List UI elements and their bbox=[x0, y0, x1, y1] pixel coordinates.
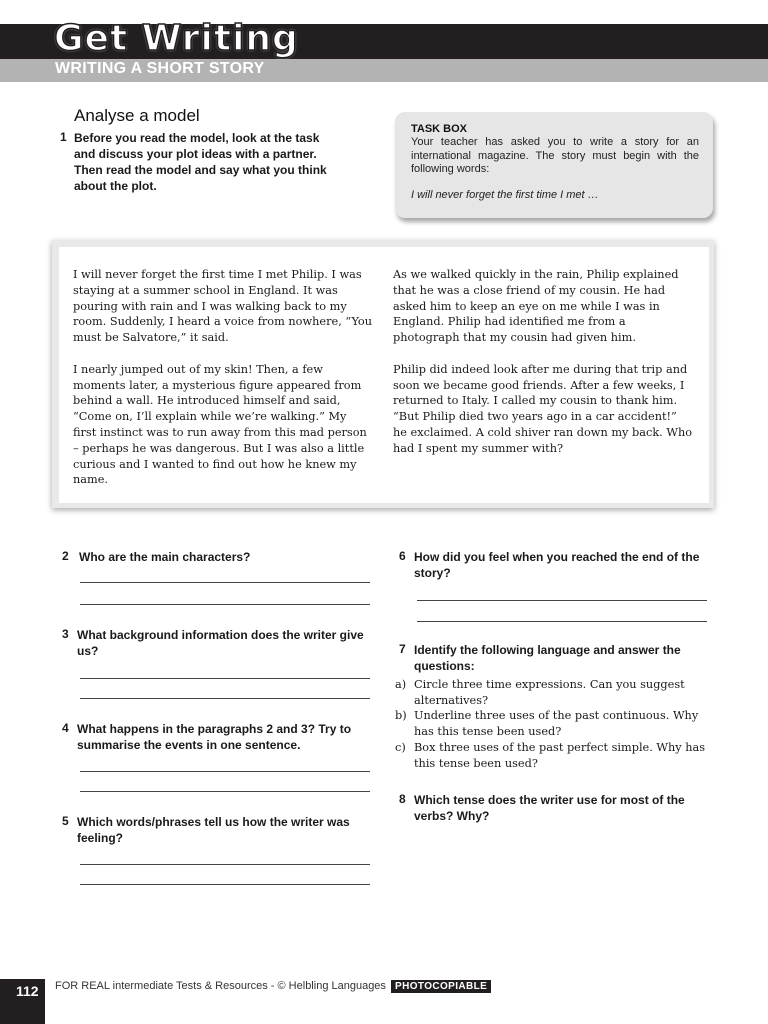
question-7a-text: Circle three time expressions. Can you suggest alternatives? bbox=[414, 678, 685, 707]
photocopiable-badge: PHOTOCOPIABLE bbox=[391, 980, 491, 993]
page-subtitle: WRITING A SHORT STORY bbox=[55, 60, 265, 77]
answer-line[interactable] bbox=[80, 698, 370, 699]
question-7-number: 7 bbox=[399, 642, 406, 656]
question-6-text: How did you feel when you reached the end of the story? bbox=[414, 550, 700, 580]
answer-line[interactable] bbox=[417, 621, 707, 622]
question-7b-label: b) bbox=[395, 709, 407, 722]
question-5-text: Which words/phrases tell us how the writer was feeling? bbox=[77, 815, 350, 845]
task-box bbox=[395, 112, 713, 218]
story-panel bbox=[59, 247, 709, 503]
answer-line[interactable] bbox=[80, 604, 370, 605]
question-4-number: 4 bbox=[62, 721, 69, 735]
question-7b-text: Underline three uses of the past continuous. Why has this tense been used? bbox=[414, 709, 699, 738]
question-8-text: Which tense does the writer use for most of the verbs? Why? bbox=[414, 793, 685, 823]
question-3-number: 3 bbox=[62, 627, 69, 641]
question-6-number: 6 bbox=[399, 549, 406, 563]
question-8-number: 8 bbox=[399, 792, 406, 806]
answer-line[interactable] bbox=[417, 600, 707, 601]
question-7c-text: Box three uses of the past perfect simple. Why has this tense been used? bbox=[414, 741, 706, 770]
answer-line[interactable] bbox=[80, 791, 370, 792]
task-box-title: TASK BOX bbox=[411, 123, 468, 135]
story-column-left bbox=[73, 267, 373, 504]
story-paragraph-2: I nearly jumped out of my skin! Then, a few moments later, a mysterious figure appeared from behind a wall. He introduced himself and said, “Come on, I’ll explain while we’re walking.” My first instinct was to run away from this mad person – perhaps he was dangerous. But I was also a little curious and I wanted to find out how he knew my name. bbox=[73, 362, 367, 487]
answer-line[interactable] bbox=[80, 582, 370, 583]
task-box-prompt: I will never forget the first time I met … bbox=[411, 189, 599, 201]
question-7a-label: a) bbox=[395, 678, 407, 691]
story-paragraph-1: I will never forget the first time I met Philip. I was staying at a summer school in England. It was pouring with rain and I was walking back to my room. Suddenly, I heard a voice from nowhere, “You must be Salvatore,” it said. bbox=[73, 268, 373, 345]
page-number: 112 bbox=[16, 983, 39, 999]
story-paragraph-4: Philip did indeed look after me during that trip and soon we became good friends. After a few weeks, I returned to Italy. I called my cousin to thank him. “But Philip died two years ago in a car accident!” he exclaimed. A cold shiver ran down my back. Who had I spent my summer with? bbox=[393, 362, 693, 455]
question-1-number: 1 bbox=[60, 130, 67, 144]
answer-line[interactable] bbox=[80, 864, 370, 865]
footer-copyright: FOR REAL intermediate Tests & Resources - © Helbling Languages bbox=[55, 980, 386, 992]
question-2-number: 2 bbox=[62, 549, 69, 563]
answer-line[interactable] bbox=[80, 884, 370, 885]
question-7-text: Identify the following language and answer the questions: bbox=[414, 643, 681, 673]
story-column-right bbox=[393, 267, 693, 472]
question-2-text: Who are the main characters? bbox=[79, 550, 251, 564]
task-box-text: Your teacher has asked you to write a story for an international magazine. The story must begin with the following words: bbox=[411, 136, 699, 175]
section-heading: Analyse a model bbox=[74, 106, 200, 125]
question-5-number: 5 bbox=[62, 814, 69, 828]
question-3-text: What background information does the writer give us? bbox=[77, 628, 364, 658]
answer-line[interactable] bbox=[80, 678, 370, 679]
story-paragraph-3: As we walked quickly in the rain, Philip explained that he was a close friend of my cousin. He had asked him to keep an eye on me while I was in England. Philip had identified me from a photograph that my cousin had given him. bbox=[393, 268, 679, 345]
question-4-text: What happens in the paragraphs 2 and 3? Try to summarise the events in one sentence. bbox=[77, 722, 352, 752]
question-7c-label: c) bbox=[395, 741, 406, 754]
answer-line[interactable] bbox=[80, 771, 370, 772]
story-frame bbox=[52, 240, 714, 508]
page-title: Get Writing bbox=[54, 18, 299, 59]
question-1-text: Before you read the model, look at the task and discuss your plot ideas with a partner. Then read the model and say what you think about the plot. bbox=[74, 131, 327, 193]
